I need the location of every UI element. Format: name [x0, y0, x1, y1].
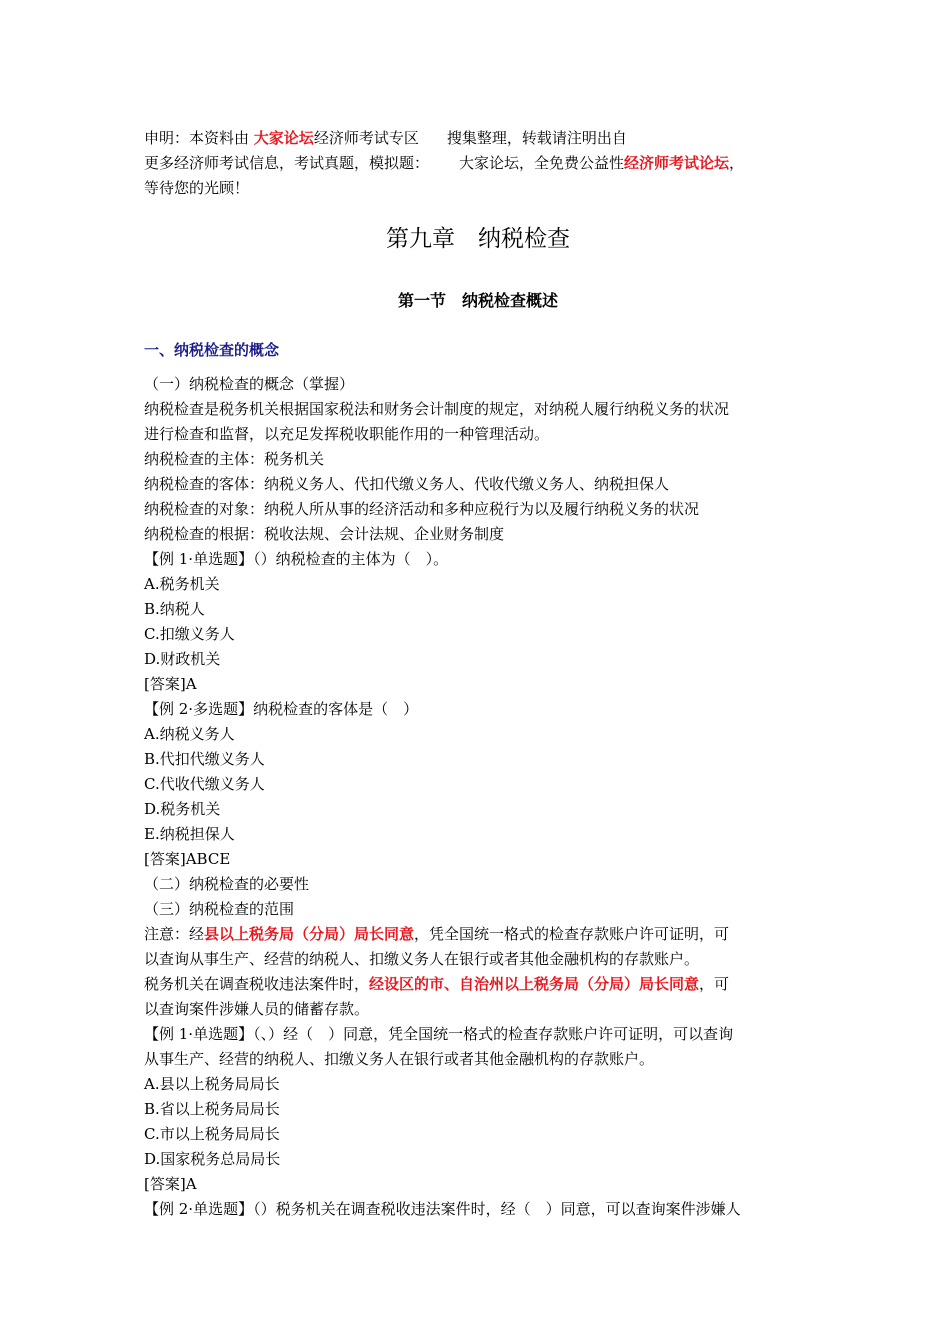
body-text [144, 372, 812, 1222]
question-stem: 从事生产、经营的纳税人、扣缴义务人在银行或者其他金融机构的存款账户。 [144, 1050, 655, 1068]
header-notice-line-1: 申明：本资料由 大家论坛经济师考试专区 搜集整理，转载请注明出自 [144, 129, 627, 147]
paragraph-line: 以查询从事生产、经营的纳税人、扣缴义务人在银行或者其他金融机构的存款账户。 [144, 950, 700, 968]
section-title: 第一节 纳税检查概述 [397, 291, 558, 310]
question-stem: 【例 1·单选题】（、）经（ ）同意，凭全国统一格式的检查存款账户许可证明，可以查询 [144, 1025, 734, 1043]
note-line: 注意：经县以上税务局（分局）局长同意，凭全国统一格式的检查存款账户许可证明，可 [144, 925, 730, 943]
note-line: 税务机关在调查税收违法案件时，经设区的市、自治州以上税务局（分局）局长同意，可 [144, 975, 730, 993]
answer-line: [答案]ABCE [144, 850, 231, 868]
exam-forum-link[interactable]: 经济师考试论坛 [624, 154, 730, 172]
forum-link[interactable]: 大家论坛 [253, 129, 314, 147]
question-option: B.纳税人 [144, 600, 205, 618]
question-stem: 【例 2·单选题】（）税务机关在调查税收违法案件时，经（ ）同意，可以查询案件涉嫌人 [144, 1200, 741, 1218]
question-option: D.财政机关 [144, 650, 221, 668]
question-option: E.纳税担保人 [144, 825, 235, 843]
paragraph-line: 纳税检查的对象：纳税人所从事的经济活动和多种应税行为以及履行纳税义务的状况 [144, 500, 700, 518]
paragraph-line: （一）纳税检查的概念（掌握） [144, 375, 355, 393]
chapter-title: 第九章 纳税检查 [386, 226, 570, 252]
question-stem: 【例 1·单选题】（）纳税检查的主体为（ ）。 [144, 550, 449, 568]
paragraph-line: （三）纳税检查的范围 [144, 900, 295, 918]
header-notice-line-2: 更多经济师考试信息，考试真题，模拟题： 大家论坛，全免费公益性经济师考试论坛， [144, 154, 745, 172]
heading-concept: 一、纳税检查的概念 [144, 341, 280, 359]
question-option: D.税务机关 [144, 800, 221, 818]
question-option: B.代扣代缴义务人 [144, 750, 265, 768]
paragraph-line: 纳税检查的主体：税务机关 [144, 450, 325, 468]
header-notice-line-3: 等待您的光顾！ [144, 179, 250, 197]
paragraph-line: 纳税检查是税务机关根据国家税法和财务会计制度的规定，对纳税人履行纳税义务的状况 [144, 400, 730, 418]
question-option: A.税务机关 [144, 575, 220, 593]
question-stem: 【例 2·多选题】纳税检查的客体是（ ） [144, 700, 419, 718]
question-option: C.市以上税务局局长 [144, 1125, 280, 1143]
document-page [144, 126, 812, 1218]
question-option: A.县以上税务局局长 [144, 1075, 280, 1093]
question-option: B.省以上税务局局长 [144, 1100, 280, 1118]
question-option: C.代收代缴义务人 [144, 775, 265, 793]
question-option: C.扣缴义务人 [144, 625, 235, 643]
highlight-text: 县以上税务局（分局）局长同意 [204, 925, 415, 943]
answer-line: [答案]A [144, 1175, 197, 1193]
paragraph-line: 纳税检查的客体：纳税义务人、代扣代缴义务人、代收代缴义务人、纳税担保人 [144, 475, 670, 493]
answer-line: [答案]A [144, 675, 197, 693]
highlight-text: 经设区的市、自治州以上税务局（分局）局长同意 [369, 975, 700, 993]
question-option: D.国家税务总局局长 [144, 1150, 281, 1168]
paragraph-line: （二）纳税检查的必要性 [144, 875, 310, 893]
paragraph-line: 以查询案件涉嫌人员的储蓄存款。 [144, 1000, 370, 1018]
paragraph-line: 进行检查和监督，以充足发挥税收职能作用的一种管理活动。 [144, 425, 550, 443]
question-option: A.纳税义务人 [144, 725, 235, 743]
paragraph-line: 纳税检查的根据：税收法规、会计法规、企业财务制度 [144, 525, 505, 543]
